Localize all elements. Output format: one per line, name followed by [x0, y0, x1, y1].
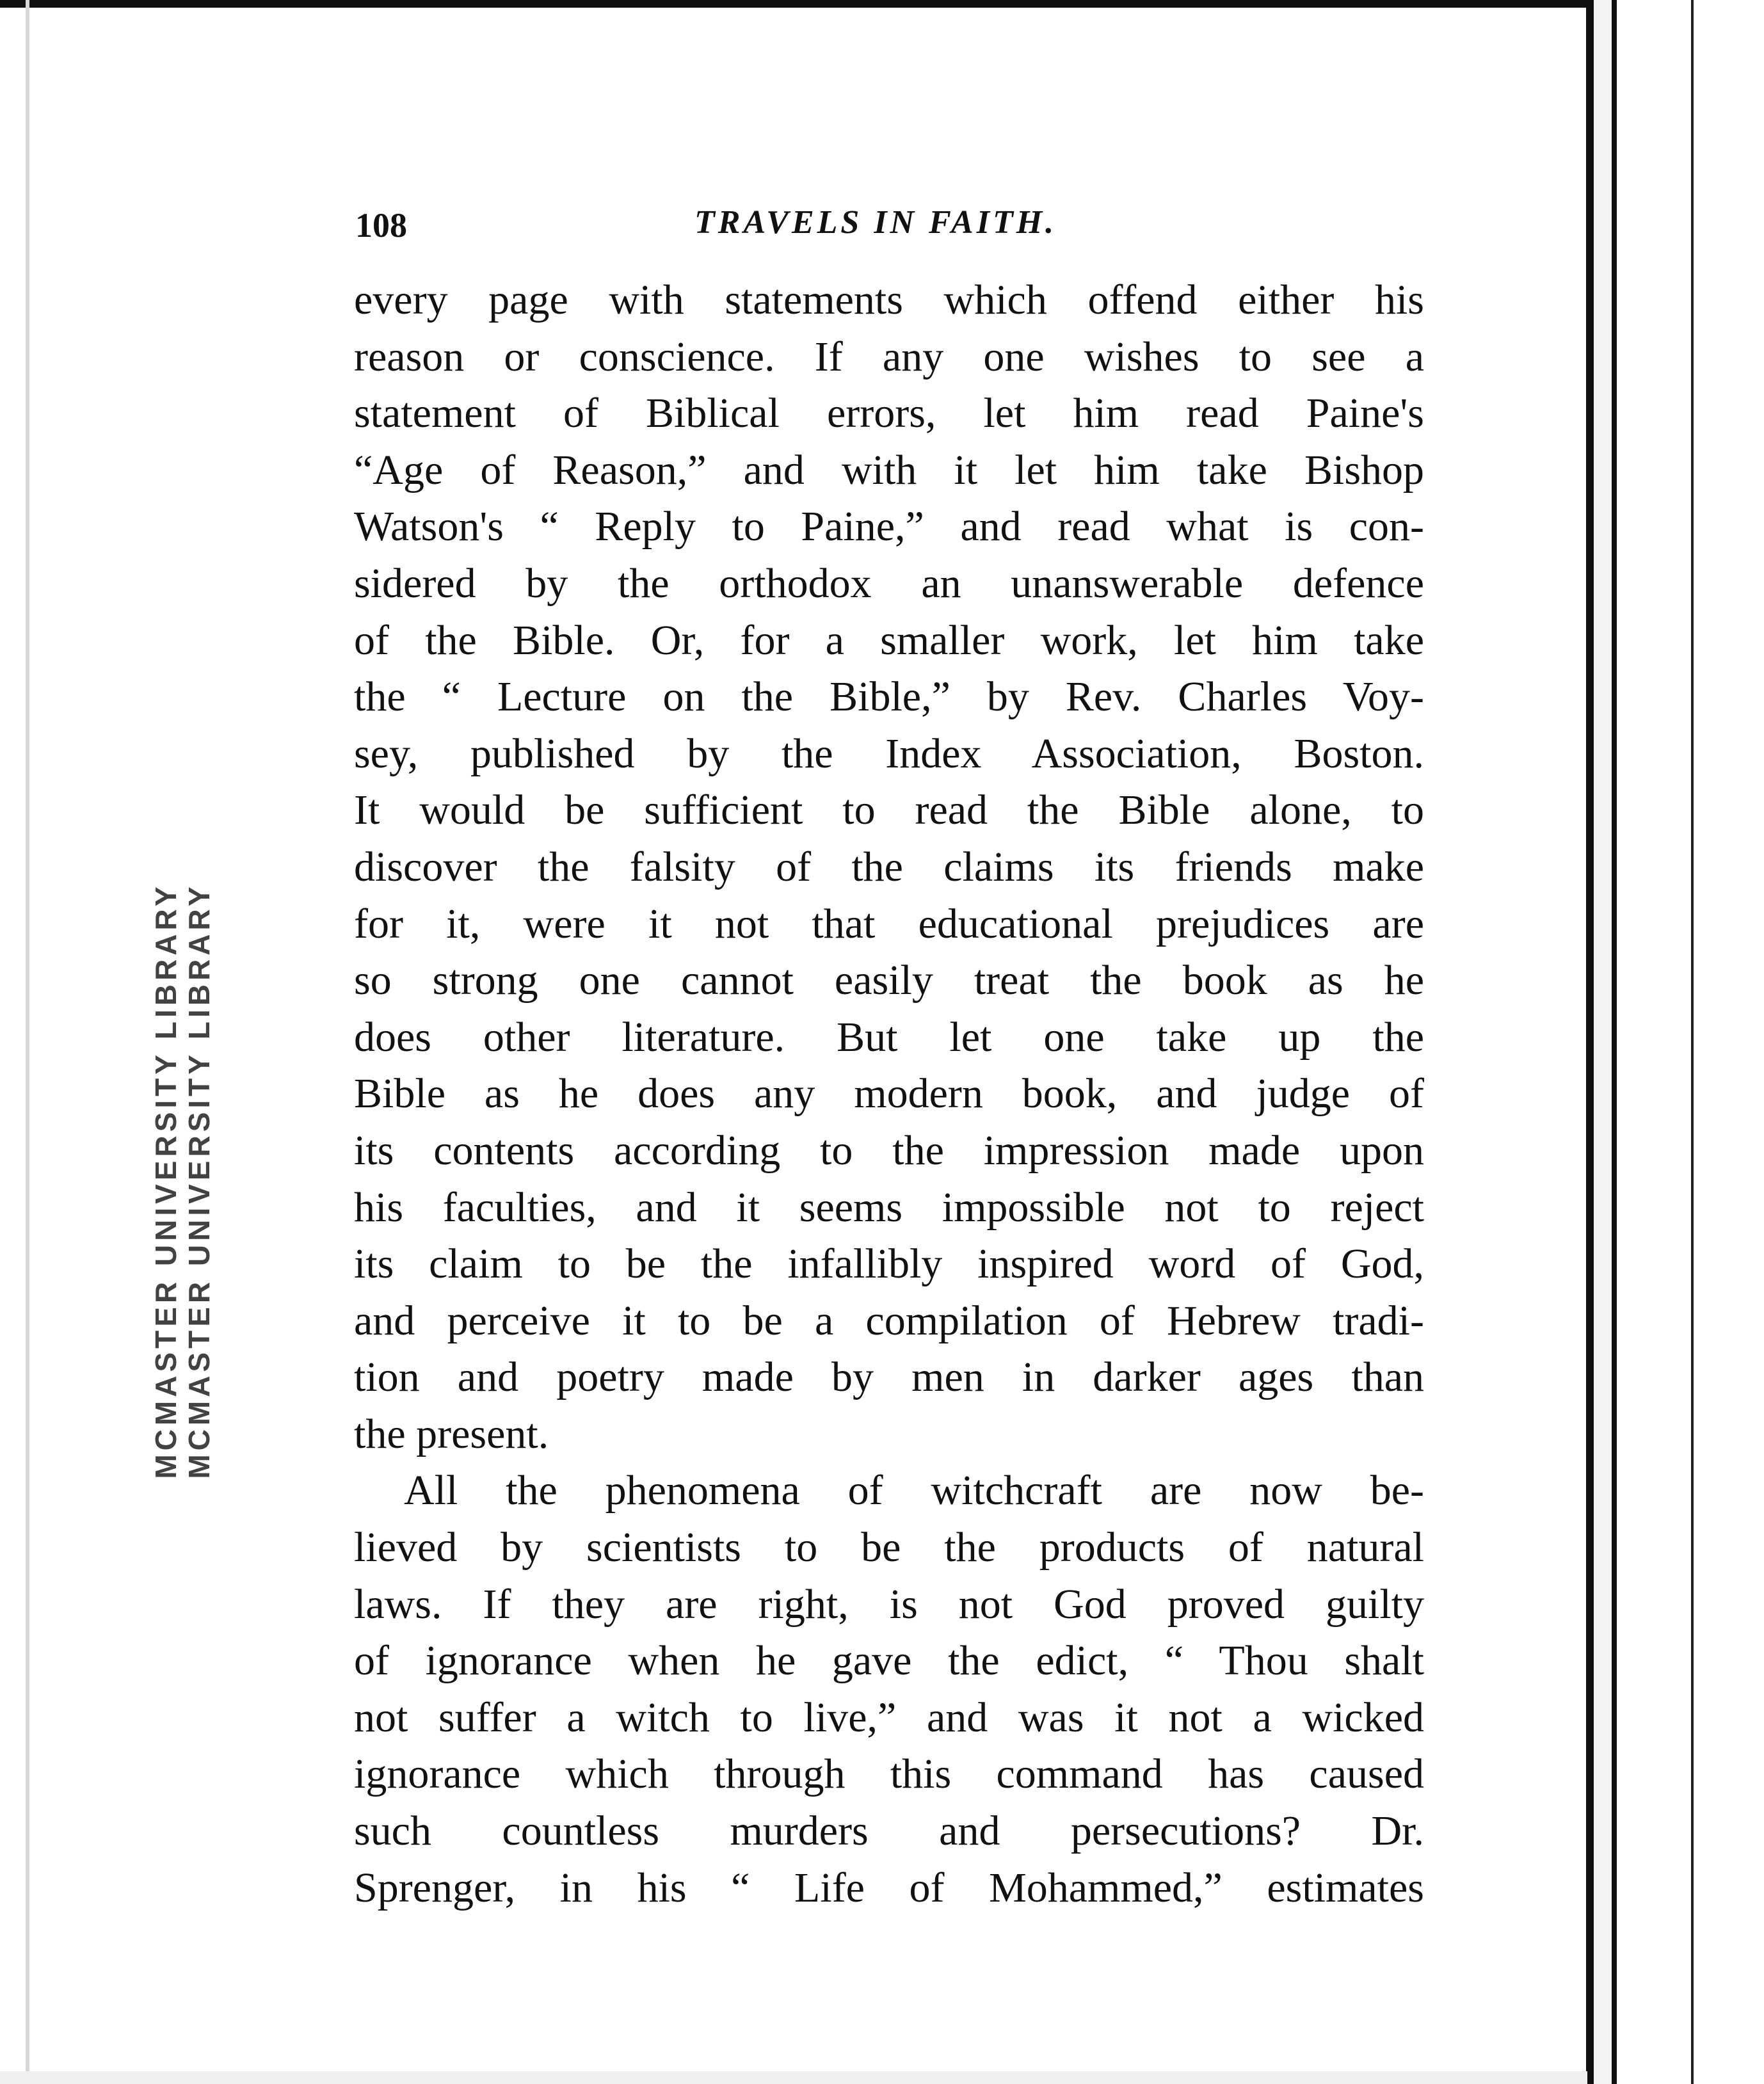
stamp-line: MCMASTER UNIVERSITY LIBRARY: [182, 883, 216, 1479]
text-line: reason or conscience. If any one wishes to see a: [354, 333, 1424, 380]
text-line: his faculties, and it seems impossible not to reject: [354, 1183, 1424, 1231]
book-spine-edge-inner: [1612, 0, 1617, 2084]
text-line: for it, were it not that educational prejudices are: [354, 900, 1424, 947]
text-line: “Age of Reason,” and with it let him take Bishop: [354, 446, 1424, 493]
scan-left-edge: [26, 0, 29, 2084]
text-line: of the Bible. Or, for a smaller work, let him take: [354, 616, 1424, 664]
text-line: and perceive it to be a compilation of Hebrew tradi-: [354, 1297, 1424, 1344]
text-line: such countless murders and persecutions? Dr.: [354, 1807, 1424, 1855]
text-line: Sprenger, in his “ Life of Mohammed,” estimates: [354, 1864, 1424, 1911]
book-spine-edge: [1586, 0, 1594, 2084]
paragraph-end-line: the present.: [354, 1410, 549, 1457]
text-line: Bible as he does any modern book, and judge of: [354, 1070, 1424, 1118]
text-line: its claim to be the infallibly inspired word of God,: [354, 1240, 1424, 1288]
library-stamp: [149, 883, 216, 1479]
text-line: its contents according to the impression made upon: [354, 1126, 1424, 1174]
text-line: every page with statements which offend either his: [354, 277, 1424, 323]
text-line: tion and poetry made by men in darker ages than: [354, 1354, 1424, 1401]
text-line: does other literature. But let one take up the: [354, 1013, 1424, 1061]
adjacent-page-rule: [1691, 0, 1694, 2084]
running-head: TRAVELS IN FAITH.: [694, 204, 1057, 241]
text-line: sidered by the orthodox an unanswerable defence: [354, 559, 1424, 607]
text-line: of ignorance when he gave the edict, “ Thou shalt: [354, 1637, 1424, 1685]
scan-bottom-border: [0, 2071, 1587, 2084]
stamp-line: MCMASTER UNIVERSITY LIBRARY: [149, 883, 182, 1479]
text-line: It would be sufficient to read the Bible alone, to: [354, 787, 1424, 834]
text-line: lieved by scientists to be the products of natural: [354, 1524, 1424, 1571]
text-line: Watson's “ Reply to Paine,” and read what is con-: [354, 503, 1424, 550]
book-gutter: [1594, 0, 1612, 2084]
scan-top-border: [0, 0, 1587, 8]
text-line: not suffer a witch to live,” and was it not a wicked: [354, 1694, 1424, 1741]
paragraph-start-line: All the phenomena of witchcraft are now be-: [404, 1467, 1424, 1514]
text-line: the “ Lecture on the Bible,” by Rev. Charles Voy-: [354, 673, 1424, 721]
text-line: discover the falsity of the claims its friends make: [354, 843, 1424, 890]
text-line: statement of Biblical errors, let him read Paine's: [354, 390, 1424, 437]
text-line: so strong one cannot easily treat the book as he: [354, 957, 1424, 1004]
text-line: laws. If they are right, is not God proved guilty: [354, 1580, 1424, 1628]
adjacent-page-strip: [1617, 0, 1764, 2084]
body-text: [354, 272, 1424, 1916]
text-line: sey, published by the Index Association, Boston.: [354, 730, 1424, 777]
text-line: ignorance which through this command has caused: [354, 1751, 1424, 1798]
page-number: 108: [355, 206, 407, 244]
